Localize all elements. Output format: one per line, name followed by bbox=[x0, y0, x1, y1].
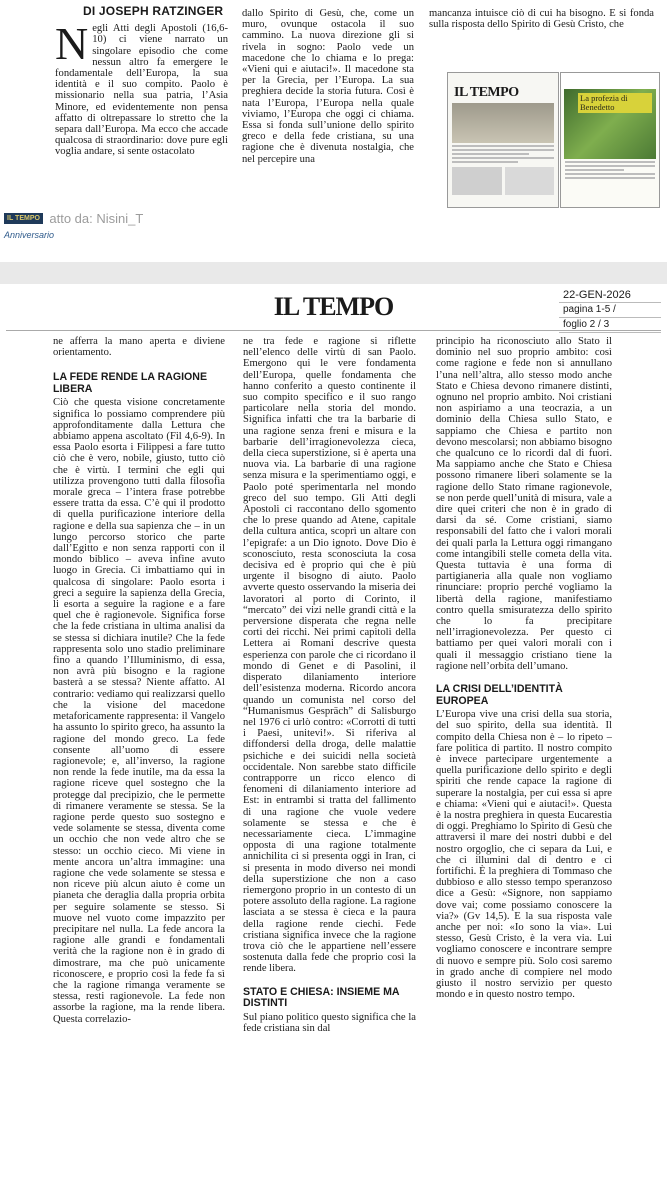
clipping-date: 22-GEN-2026 bbox=[559, 288, 661, 303]
watermark-text: atto da: Nisini_T bbox=[49, 211, 144, 227]
col3-text: principio ha riconosciuto allo Stato il dominio nel suo proprio ambito: così come ragione e fede non si annullano l’una nell’altra, allo stesso modo anche Stato e Chiesa devono rimanere distinti, ognuno nel proprio ambito. Noi cristiani non aspiriamo a una teocrazia, a un dominio della Chiesa sullo Stato, e sappiamo che Chiesa e partito non devono mescolarsi; non abbiamo bisogno che qualcuno ce lo ricordi dal di fuori. Ma sappiamo anche che Stato e Chiesa possono rimanere liberi solamente se la ragione dello Stato rimane ragionevole, se non perde quell’unità di misura, vale a dire quei criteri che non è in grado di darsi da sé. Come cristiani, siamo responsabili del fatto che i valori morali dei quali parla la Lettura oggi rimangano come intangibili stelle cometa della vita. Questa tuttavia è una forma di partigianeria alla quale non vogliamo rinunciare: proprio perché vogliamo la libertà della ragione, manifestiamo contro quella smisuratezza dello spirito che lo fa precipitare nell’irragionevolezza. Per questo ci battiamo per quei valori morali con i quali il messaggio cristiano tiene la ragione nell’orbita dell’umano. bbox=[436, 336, 612, 672]
col3-text: mancanza intuisce ciò di cui ha bisogno. E si fonda sulla risposta dello Spirito di Gesù Cristo, che bbox=[429, 8, 654, 31]
col1-intro: ne afferra la mano aperta e diviene orientamento. bbox=[53, 336, 225, 359]
clipping-info-box bbox=[559, 288, 661, 333]
page-separator bbox=[0, 262, 667, 284]
clipping-page-2 bbox=[0, 284, 667, 1199]
col1-text: egli Atti degli Apostoli (16,6-10) ci viene narrato un singolare episodio che come nessun altro fa emergere le fondamentale dell’Europa, la sua identità e il suo compito. Paolo è missionario nella sua patria, l’Asia Minore, ed evidentemente non pensa affatto di oltrepassare lo stretto che la separa dall’Europa. Ma ecco che accade qualcosa di straordinario: dove pure egli voglia andare, si sente ostacolato bbox=[55, 23, 228, 158]
header-rule bbox=[6, 330, 661, 331]
article-column-3 bbox=[429, 8, 654, 48]
newspaper-masthead: IL TEMPO bbox=[273, 292, 394, 321]
article-column-1 bbox=[53, 336, 225, 1196]
col2-tail: Sul piano politico questo significa che la fede cristiana sin dal bbox=[243, 1011, 416, 1034]
ownership-watermark bbox=[4, 210, 143, 226]
anniversary-label: Anniversario bbox=[4, 230, 55, 240]
article-column-1 bbox=[55, 6, 228, 196]
front-page-thumbnail bbox=[447, 72, 559, 208]
article-column-2 bbox=[243, 336, 416, 1196]
inside-page-thumbnail bbox=[560, 72, 660, 208]
section-heading-1: LA FEDE RENDE LA RAGIONE LIBERA bbox=[53, 371, 208, 395]
col1-text: Ciò che questa visione concretamente significa lo possiamo comprendere più approfonditamente dalla Lettura che abbiamo appena ascoltato (Fil 4,6-9). In essa Paolo esorta i Filippesi a fare tutto ciò che è vero, nobile, giusto, tutto ciò che è virtù. I termini che egli qui utilizza provengono tutti dalla filosofia morale greca – l’intera frase potrebbe essere tratta da essa. C’è qui il prodotto di quella purificazione interiore della ragione e della sua sapienza che – in un lungo percorso storico che parte dall’Egitto e non senza rapporti con il mondo biblico – aveva infine avuto luogo in Grecia. Ci imbattiamo qui in qualcosa di singolare: Paolo esorta i greci a seguire la sapienza della Grecia, li esorta a seguire la ragione e a fare quel che è ragionevole. Significa forse che la fede cristiana in ultima analisi da se stessa si dichiara inutile? Che la fede rappresenta solo uno stadio preliminare fino a quando l’Illuminismo, di essa, non avrà più bisogno e la ragione basterà a se stessa? Niente affatto. Al contrario: vediamo qui realizzarsi quello che la visione del macedone metaforicamente rappresenta: il Vangelo ha assunto lo spirito greco, ha assunto la ragione del mondo greco. La fede consente all’uomo di essere ragionevole; e, all’inverso, la ragione non rende la fede inutile, ma da essa la ragione riceve quel sostegno che la protegge dal precipizio, che le permette di rimanere veramente se stessa. Se la ragione perde questo suo sostegno e vede solamente se stessa, diventa come un occhio che non vede altro che se stesso: un occhio cieco. Mi viene in mente ancora un’altra immagine: una ragione che vede solamente se stessa e non riceve più alcun aiuto è come un pianeta che deraglia dalla propria orbita per seguire solamente se stesso. Si muove nel vuoto come impazzito per precipitare nel nulla. La fede ancora la ragione alle grandi e fondamentali verità che la ragione non è in grado di dimostrare, ma che può unicamente riconoscere, e proprio così la fede fa sì che la ragione rimanga veramente se stessa, resti ragionevole. La fede non assorbe la ragione, ma la rende libera. Questa correlazio- bbox=[53, 397, 225, 1025]
article-column-3 bbox=[436, 336, 612, 1196]
section-heading-3: LA CRISI DELL’IDENTITÀ EUROPEA bbox=[436, 683, 563, 707]
thumbnail-masthead: IL TEMPO bbox=[454, 85, 519, 100]
clipping-folio: foglio 2 / 3 bbox=[559, 318, 661, 333]
col2-text: dallo Spirito di Gesù, che, come un muro, ovunque ostacola il suo cammino. La nuova direzione gli si rivela in sogno: Paolo vede un macedone che lo chiama e lo prega: «Vieni qui e aiutaci!». Il macedone sta per la Grecia, per l’Europa. La sua preghiera decide la storia futura. Così è nata l’Europa, l’Europa nella quale viviamo, l’Europa che oggi ci chiama. Essa si fonda sull’unione dello spirito greco e della fede cristiana, su una ragione che è divenuta nostalgia, che nel percepire una bbox=[242, 8, 414, 165]
stamp-logo: IL TEMPO bbox=[4, 213, 43, 224]
thumbnail-photo bbox=[564, 89, 656, 159]
thumbnail-headline: La profezia di Benedetto bbox=[578, 93, 652, 113]
byline: DI JOSEPH RATZINGER bbox=[83, 6, 224, 18]
col3-tail: L’Europa vive una crisi della sua storia, del suo spirito, della sua identità. Il compito della Chiesa non è – lo ripeto – fare politica di partito. Il nostro compito è invece partecipare urgentemente a quella purificazione dello spirito e degli spiriti che rende capace la ragione di superare la nostalgia, per cui essa si apre e chiama: «Vieni qui e aiutaci!». Questa è la nostra preghiera in questa Eucarestia di oggi. Preghiamo lo Spirito di Gesù che attraversi il mare dei nostri dubbi e del nostro orgoglio, che ci separa da Lui, e che ci illumini dal di dentro e ci fortifichi. È la preghiera di Tommaso che dubbioso e allo stesso tempo speranzoso dice a Gesù: «Signore, non sappiamo dove vai; come possiamo conoscere la via?» (Gv 14,5). E la sua risposta vale anche per noi: «Io sono la via». Lui stesso, Gesù Cristo, è la vera via. Lui vogliamo conoscere e incontrare sempre di nuovo e sempre più. Solo così saremo in grado anche di compiere nel modo giusto il nostro servizio per questo mondo e in questo nostro tempo. bbox=[436, 709, 612, 1001]
clipping-pages: pagina 1-5 / bbox=[559, 303, 661, 318]
section-heading-2: STATO E CHIESA: INSIEME MA DISTINTI bbox=[243, 985, 400, 1010]
col2-text: ne tra fede e ragione si riflette nell’elenco delle virtù di san Paolo. Emergono qui le vere fondamenta dell’Europa, quelle fondamenta che hanno conferito a questo continente il suo compito specifico e il suo rango particolare nella storia del mondo. Significa infatti che tra la barbarie di una ragione senza freni e misura e la barbarie dell’irragionevolezza cieca, della cieca superstizione, si è aperta una nuova via. La barbarie di una ragione senza misura e la sperimentiamo oggi, e Paolo poté sperimentarla nel mondo greco del suo tempo. Gli Atti degli Apostoli ci raccontano dello sgomento che lo prese quando ad Atene, capitale della cultura antica, scoprì un altare con l’epigrafe: a un Dio ignoto. Dove Dio è sconosciuto, resta sconosciuta la cosa decisiva ed è proprio qui che è più urgente il bisogno di aiuto. Paolo avverte questo osservando la miseria dei lavoratori al porto di Corinto, il “mercato” dei vizi nelle grandi città e la perversione disperata che regna nelle corti dei ricchi. Nei primi capitoli della Lettera ai Romani descrive questa esperienza con parole che ci ricordano il mondo di Genet e di Pasolini, il disperato dilaniamento interiore dell’esistenza moderna. Ricordo ancora quando un comunista nel corso del “Humanismus Gespräch” di Salisburgo nel 1976 ci urlò contro: «Corrotti di tutti i Paesi, unitevi!». Si riferiva al diffondersi della droga, delle malattie psichiche e dei suicidi nella società occidentale. Non sarebbe stato difficile contrapporre un ricco elenco di fenomeni di dilaniamento interiore ad Est: in entrambi si tratta del fallimento di una ragione che vuole vedere solamente se stessa e che è necessariamente cieca. L’immagine opposta di una ragione totalmente annichilita ci si presenta oggi in Iran, ci si presenta in modo diverso nei mondi della superstizione che non a caso riemergono proprio in un contesto di un potere assoluto della ragione. La ragione lasciata a se stessa è cieca e la paura della ragione rende ciechi. Fede cristiana significa invece che la ragione trova ciò che le appartiene nell’essere sostenuta dalla fede che proprio così la rende libera. bbox=[243, 336, 416, 975]
clipping-page-1 bbox=[0, 0, 667, 262]
article-column-2 bbox=[242, 8, 414, 196]
drop-cap: N bbox=[55, 18, 89, 70]
